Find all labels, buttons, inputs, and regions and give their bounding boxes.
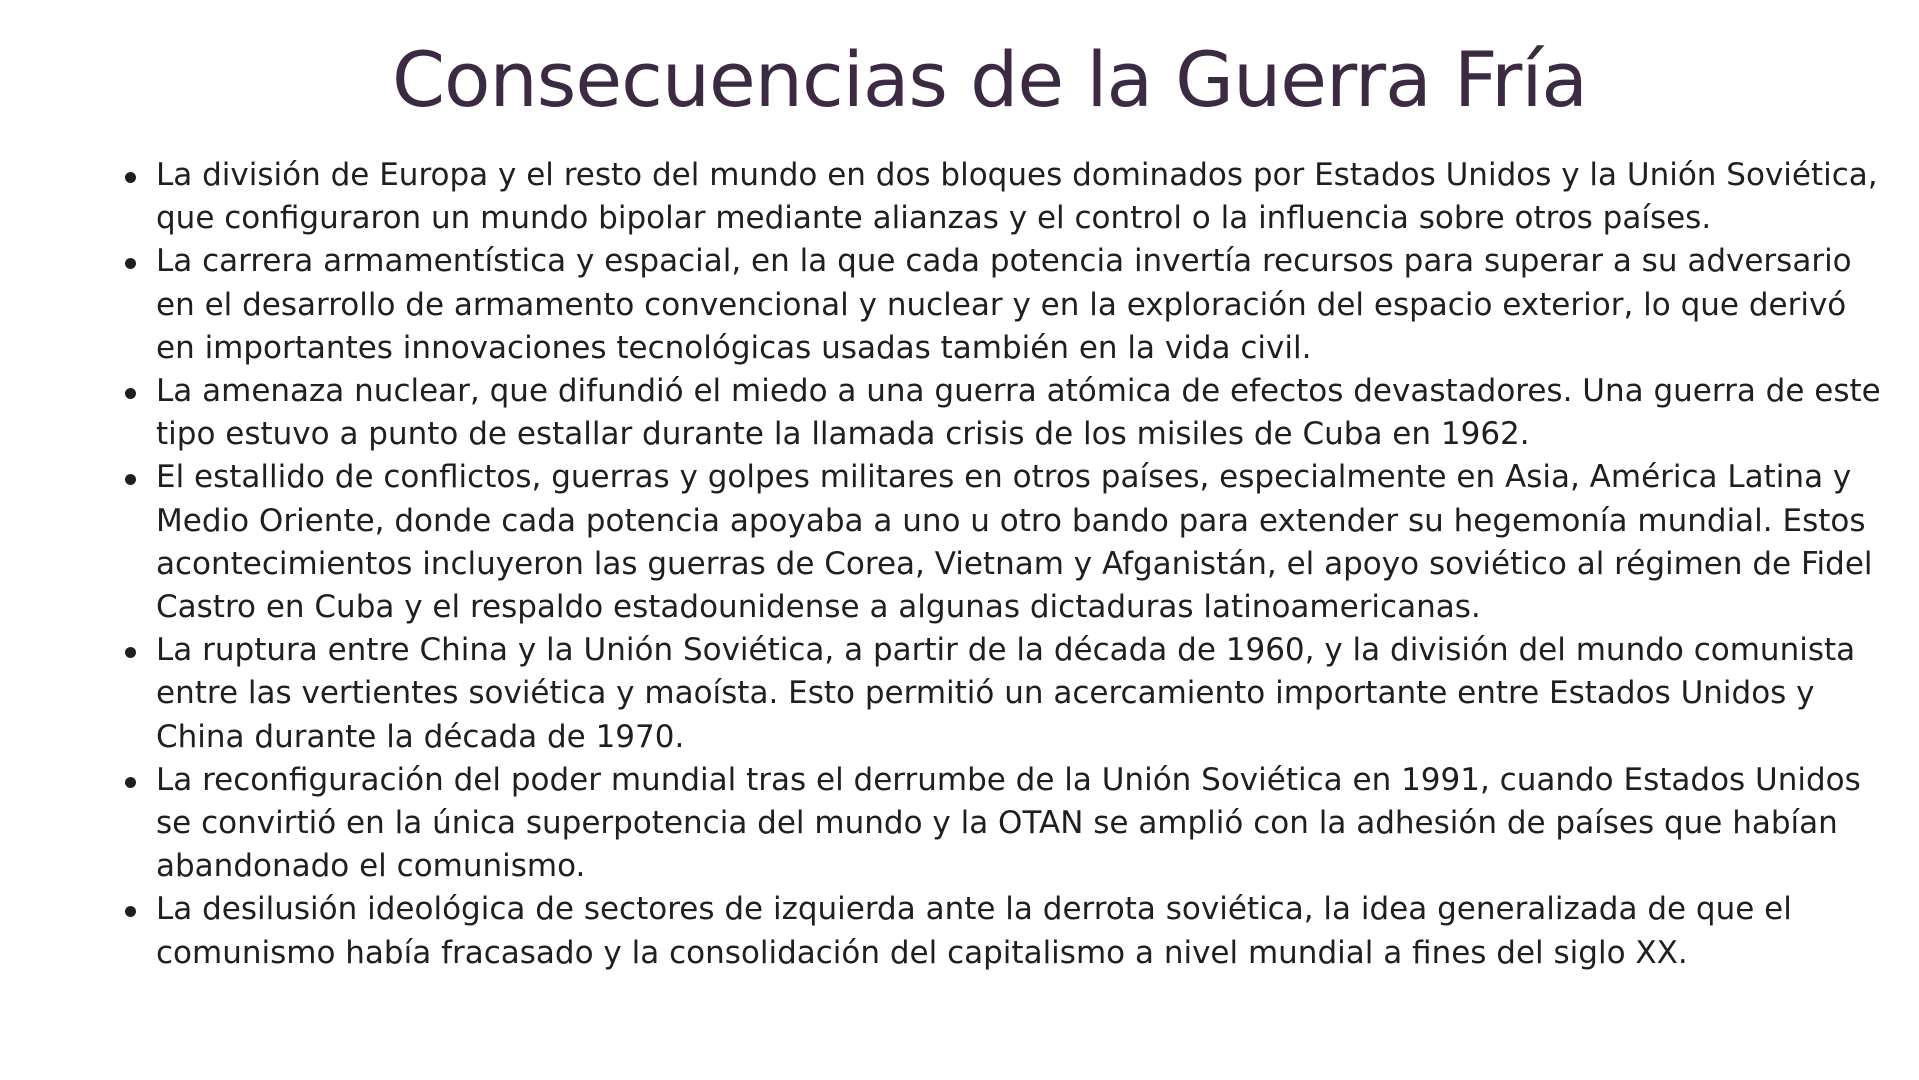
- bullet-dot-icon: [125, 906, 136, 917]
- bullet-dot-icon: [125, 388, 136, 399]
- list-item-text: La carrera armamentística y espacial, en la que cada potencia invertía recursos para superar a su adversario en el desarrollo de armamento convencional y nuclear y en la exploración del espacio exterior, lo que derivó en importantes innovaciones tecnológicas usadas también en la vida civil.: [156, 243, 1852, 366]
- list-item: [156, 456, 1886, 629]
- bullet-dot-icon: [125, 172, 136, 183]
- list-item-text: La ruptura entre China y la Unión Soviética, a partir de la década de 1960, y la división del mundo comunista entre las vertientes soviética y maoísta. Esto permitió un acercamiento importante entre Estados Unidos y China durante la década de 1970.: [156, 632, 1856, 755]
- list-item-text: La reconfiguración del poder mundial tras el derrumbe de la Unión Soviética en 1991, cuando Estados Unidos se convirtió en la única superpotencia del mundo y la OTAN se amplió con la adhesión de países que habían abandonado el comunismo.: [156, 761, 1861, 885]
- list-item: [156, 759, 1886, 889]
- list-item: [156, 888, 1886, 974]
- page-title: Consecuencias de la Guerra Fría: [391, 35, 1588, 124]
- list-item-text: La desilusión ideológica de sectores de izquierda ante la derrota soviética, la idea generalizada de que el comunismo había fracasado y la consolidación del capitalismo a nivel mundial a fines del siglo XX.: [156, 891, 1792, 971]
- list-item: [156, 370, 1886, 456]
- bullet-dot-icon: [125, 258, 136, 269]
- list-item: [156, 154, 1886, 240]
- bullet-dot-icon: [125, 777, 136, 788]
- bullet-list: [120, 154, 1886, 975]
- list-item-text: El estallido de conflictos, guerras y golpes militares en otros países, especialmente en Asia, América Latina y Medio Oriente, donde cada potencia apoyaba a uno u otro bando para extender su hegemonía mundial. Estos acontecimientos incluyeron las guerras de Corea, Vietnam y Afganistán, el apoyo soviético al régimen de Fidel Castro en Cuba y el respaldo estadounidense a algunas dictaduras latinoamericanas.: [156, 459, 1873, 626]
- list-item: [156, 240, 1886, 370]
- list-item-text: La amenaza nuclear, que difundió el miedo a una guerra atómica de efectos devastadores. Una guerra de este tipo estuvo a punto de estallar durante la llamada crisis de los misiles de Cuba en 1962.: [156, 373, 1881, 453]
- bullet-dot-icon: [125, 474, 136, 485]
- list-item-text: La división de Europa y el resto del mundo en dos bloques dominados por Estados Unidos y la Unión Soviética, que configuraron un mundo bipolar mediante alianzas y el control o la influencia sobre otros países.: [156, 157, 1878, 237]
- bullet-dot-icon: [125, 647, 136, 658]
- list-item: [156, 629, 1886, 759]
